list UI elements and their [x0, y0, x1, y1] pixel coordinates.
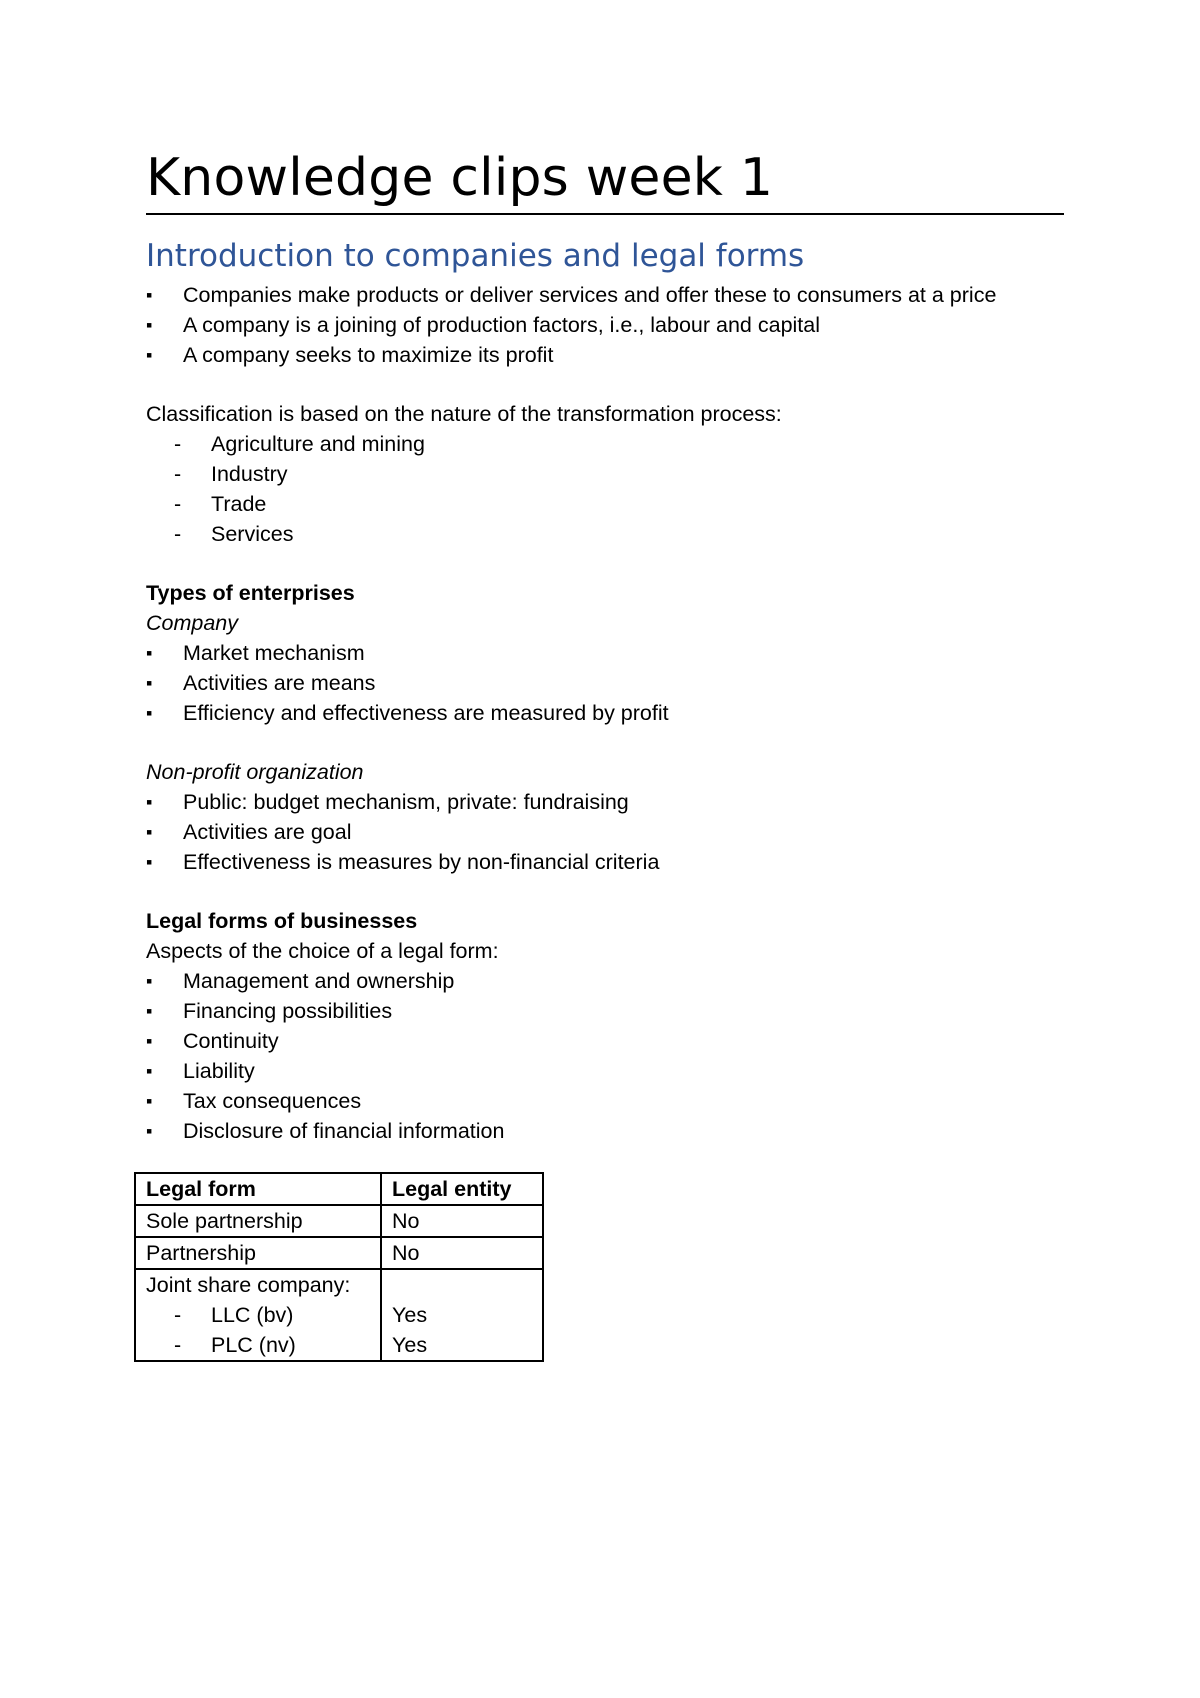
table-row [135, 1237, 543, 1269]
bullet-icon [146, 1116, 162, 1148]
bullet-icon [146, 966, 162, 998]
bullet-icon [146, 280, 162, 312]
table-row [135, 1269, 543, 1361]
bullet-icon [146, 787, 162, 819]
joint-sub-item: - LLC (bv) [174, 1303, 294, 1327]
bullet-icon [146, 668, 162, 700]
title-underline [146, 213, 1064, 215]
bullet-icon [146, 996, 162, 1028]
legal-form-table [134, 1172, 544, 1362]
table-cell: Sole partnership [135, 1205, 381, 1237]
bullet-icon [146, 1026, 162, 1058]
table-cell: No [381, 1237, 543, 1269]
section-heading: Introduction to companies and legal forms [146, 238, 805, 274]
bullet-icon [146, 638, 162, 670]
table-cell: Partnership [135, 1237, 381, 1269]
table-row [135, 1205, 543, 1237]
bullet-icon [146, 1056, 162, 1088]
bullet-icon [146, 1086, 162, 1118]
joint-sub-entity: Yes [392, 1303, 428, 1327]
table-header-cell: Legal entity [381, 1173, 543, 1205]
bullet-icon [146, 847, 162, 879]
table-cell [381, 1269, 543, 1361]
legal-forms-heading: Legal forms of businesses [146, 909, 418, 933]
nonprofit-label: Non-profit organization [146, 760, 364, 784]
bullet-icon [146, 817, 162, 849]
joint-label: Joint share company: [146, 1273, 351, 1297]
bullet-icon [146, 340, 162, 372]
document-title: Knowledge clips week 1 [146, 148, 774, 208]
bullet-icon [146, 310, 162, 342]
legal-forms-intro: Aspects of the choice of a legal form: [146, 939, 499, 963]
table-header-cell: Legal form [135, 1173, 381, 1205]
table-cell: No [381, 1205, 543, 1237]
joint-sub-item: - PLC (nv) [174, 1333, 296, 1357]
joint-sub-entity: Yes [392, 1333, 428, 1357]
company-label: Company [146, 611, 239, 635]
table-cell [135, 1269, 381, 1361]
classification-intro: Classification is based on the nature of the transformation process: [146, 402, 782, 426]
table-header-row [135, 1173, 543, 1205]
bullet-icon [146, 698, 162, 730]
enterprises-heading: Types of enterprises [146, 581, 355, 605]
